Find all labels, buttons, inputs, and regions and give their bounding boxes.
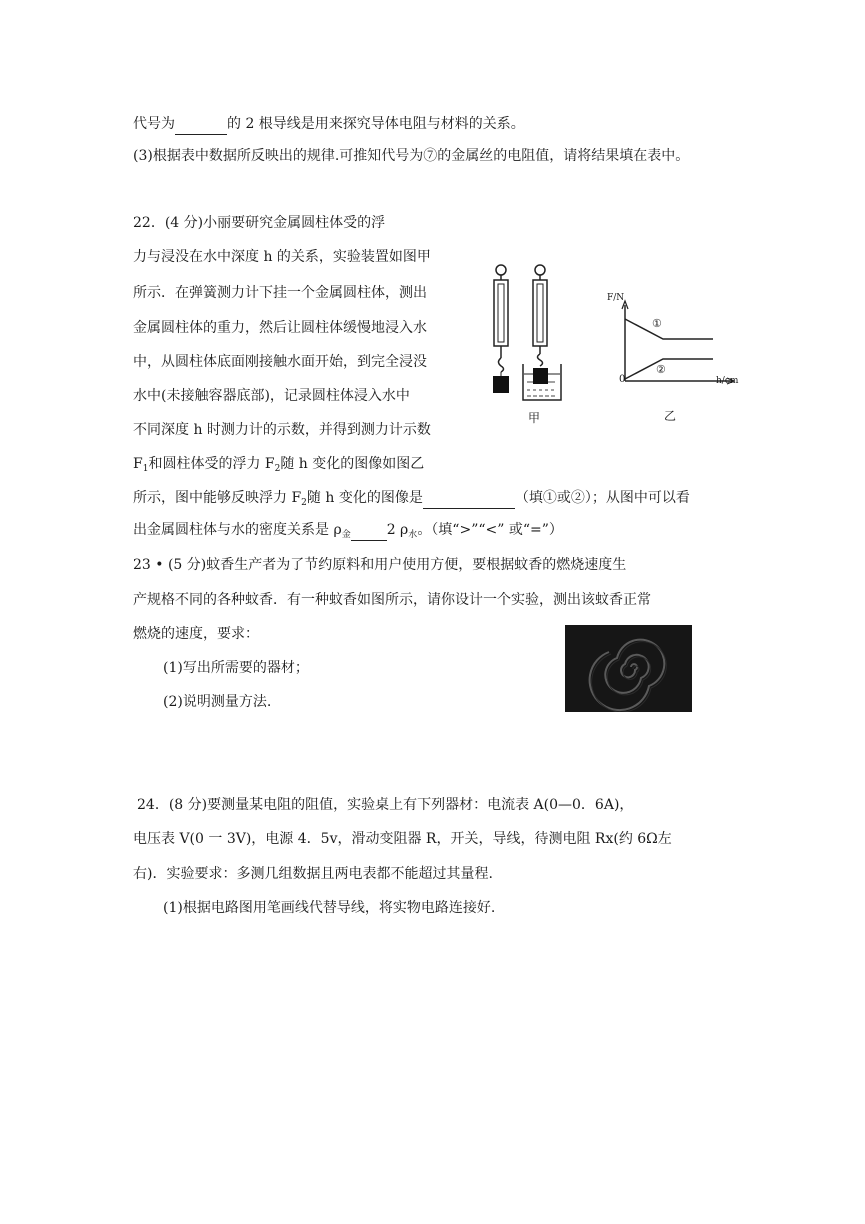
figure-yi-label: 乙 bbox=[664, 409, 677, 423]
figure-jia-label: 甲 bbox=[528, 411, 541, 425]
q24-line-3: 右)．实验要求：多测几组数据且两电表都不能超过其量程. bbox=[133, 866, 493, 882]
q22-line-9-b: 随 h 变化的图像是 bbox=[306, 490, 423, 506]
q22-line-3: 所示．在弹簧测力计下挂一个金属圆柱体，测出 bbox=[133, 285, 427, 301]
q22-line-10-b: 2 ρ bbox=[386, 522, 409, 538]
q22-line-10 bbox=[133, 520, 563, 545]
q24-line-2: 电压表 V(0 一 3V)，电源 4．5v，滑动变阻器 R，开关，导线，待测电阻 Rx(约 6Ω左 bbox=[133, 831, 672, 847]
q22-line-8-mid: 和圆柱体受的浮力 F bbox=[148, 456, 275, 472]
figure-jia-apparatus bbox=[485, 262, 595, 430]
q22-line-5: 中，从圆柱体底面刚接触水面开始，到完全浸没 bbox=[133, 354, 427, 370]
curve-1-label: ① bbox=[652, 317, 662, 330]
q22-line-9-a: 所示，图中能够反映浮力 F bbox=[133, 490, 302, 506]
curve-2-label: ② bbox=[656, 363, 666, 376]
q24-line-1: 24．(8 分)要测量某电阻的阻值，实验桌上有下列器材：电流表 A(0—0．6A)， bbox=[137, 797, 634, 813]
rho-metal-subscript: 金 bbox=[341, 530, 351, 540]
q22-line-6: 水中(未接触容器底部)，记录圆柱体浸入水中 bbox=[133, 388, 410, 404]
rho-water-subscript: 水 bbox=[408, 530, 418, 540]
q22-line-9 bbox=[133, 488, 690, 513]
q21-line-1-post: 的 2 根导线是用来探究导体电阻与材料的关系。 bbox=[227, 116, 525, 132]
f2-subscript-2: 2 bbox=[301, 498, 307, 508]
q22-line-8-end: 随 h 变化的图像如图乙 bbox=[280, 456, 425, 472]
coil-spiral-image bbox=[565, 625, 692, 712]
f1-subscript: 1 bbox=[142, 464, 149, 474]
q22-line-4: 金属圆柱体的重力，然后让圆柱体缓慢地浸入水 bbox=[133, 320, 427, 336]
q21-line-2: (3)根据表中数据所反映出的规律.可推知代号为⑦的金属丝的电阻值，请将结果填在表中。 bbox=[133, 148, 690, 164]
q24-req-1: (1)根据电路图用笔画线代替导线，将实物电路连接好. bbox=[163, 900, 496, 916]
f2-subscript: 2 bbox=[274, 464, 281, 474]
mosquito-coil-photo bbox=[565, 625, 692, 712]
q22-line-8 bbox=[133, 454, 424, 479]
answer-blank-q22-graph[interactable] bbox=[423, 488, 515, 509]
q23-line-3: 燃烧的速度，要求： bbox=[133, 626, 259, 642]
curve-2 bbox=[625, 359, 713, 379]
graph-origin-label: 0 bbox=[619, 374, 626, 385]
q22-line-2: 力与浸没在水中深度 h 的关系，实验装置如图甲 bbox=[133, 249, 431, 265]
q22-line-1: 22．(4 分)小丽要研究金属圆柱体受的浮 bbox=[133, 215, 386, 231]
q22-line-7: 不同深度 h 时测力计的示数，并得到测力计示数 bbox=[133, 422, 431, 438]
answer-blank-q22-density[interactable] bbox=[351, 520, 387, 541]
q23-line-2: 产规格不同的各种蚊香．有一种蚊香如图所示，请你设计一个实验，测出该蚊香正常 bbox=[133, 592, 651, 608]
q22-line-9-c: （填①或②）；从图中可以看 bbox=[514, 490, 690, 506]
graph-y-label: F/N bbox=[607, 293, 625, 303]
q21-line-1-pre: 代号为 bbox=[133, 116, 175, 132]
q21-line-1 bbox=[133, 114, 525, 135]
curve-1 bbox=[625, 319, 713, 339]
q23-line-1: 23 • (5 分)蚊香生产者为了节约原料和用户使用方便，要根据蚊香的燃烧速度生 bbox=[133, 557, 627, 573]
graph-x-label: h/cm bbox=[716, 376, 739, 386]
q22-line-10-a: 出金属圆柱体与水的密度关系是 ρ bbox=[133, 522, 342, 538]
q22-line-10-c: 。（填“>”“<” 或“=”） bbox=[417, 522, 563, 538]
spring-scale-diagram bbox=[485, 262, 595, 430]
q23-req-1: (1)写出所需要的器材； bbox=[163, 660, 309, 676]
f1-symbol: F bbox=[133, 456, 143, 472]
q23-req-2: (2)说明测量方法. bbox=[163, 694, 272, 710]
answer-blank-q21[interactable] bbox=[175, 114, 227, 135]
